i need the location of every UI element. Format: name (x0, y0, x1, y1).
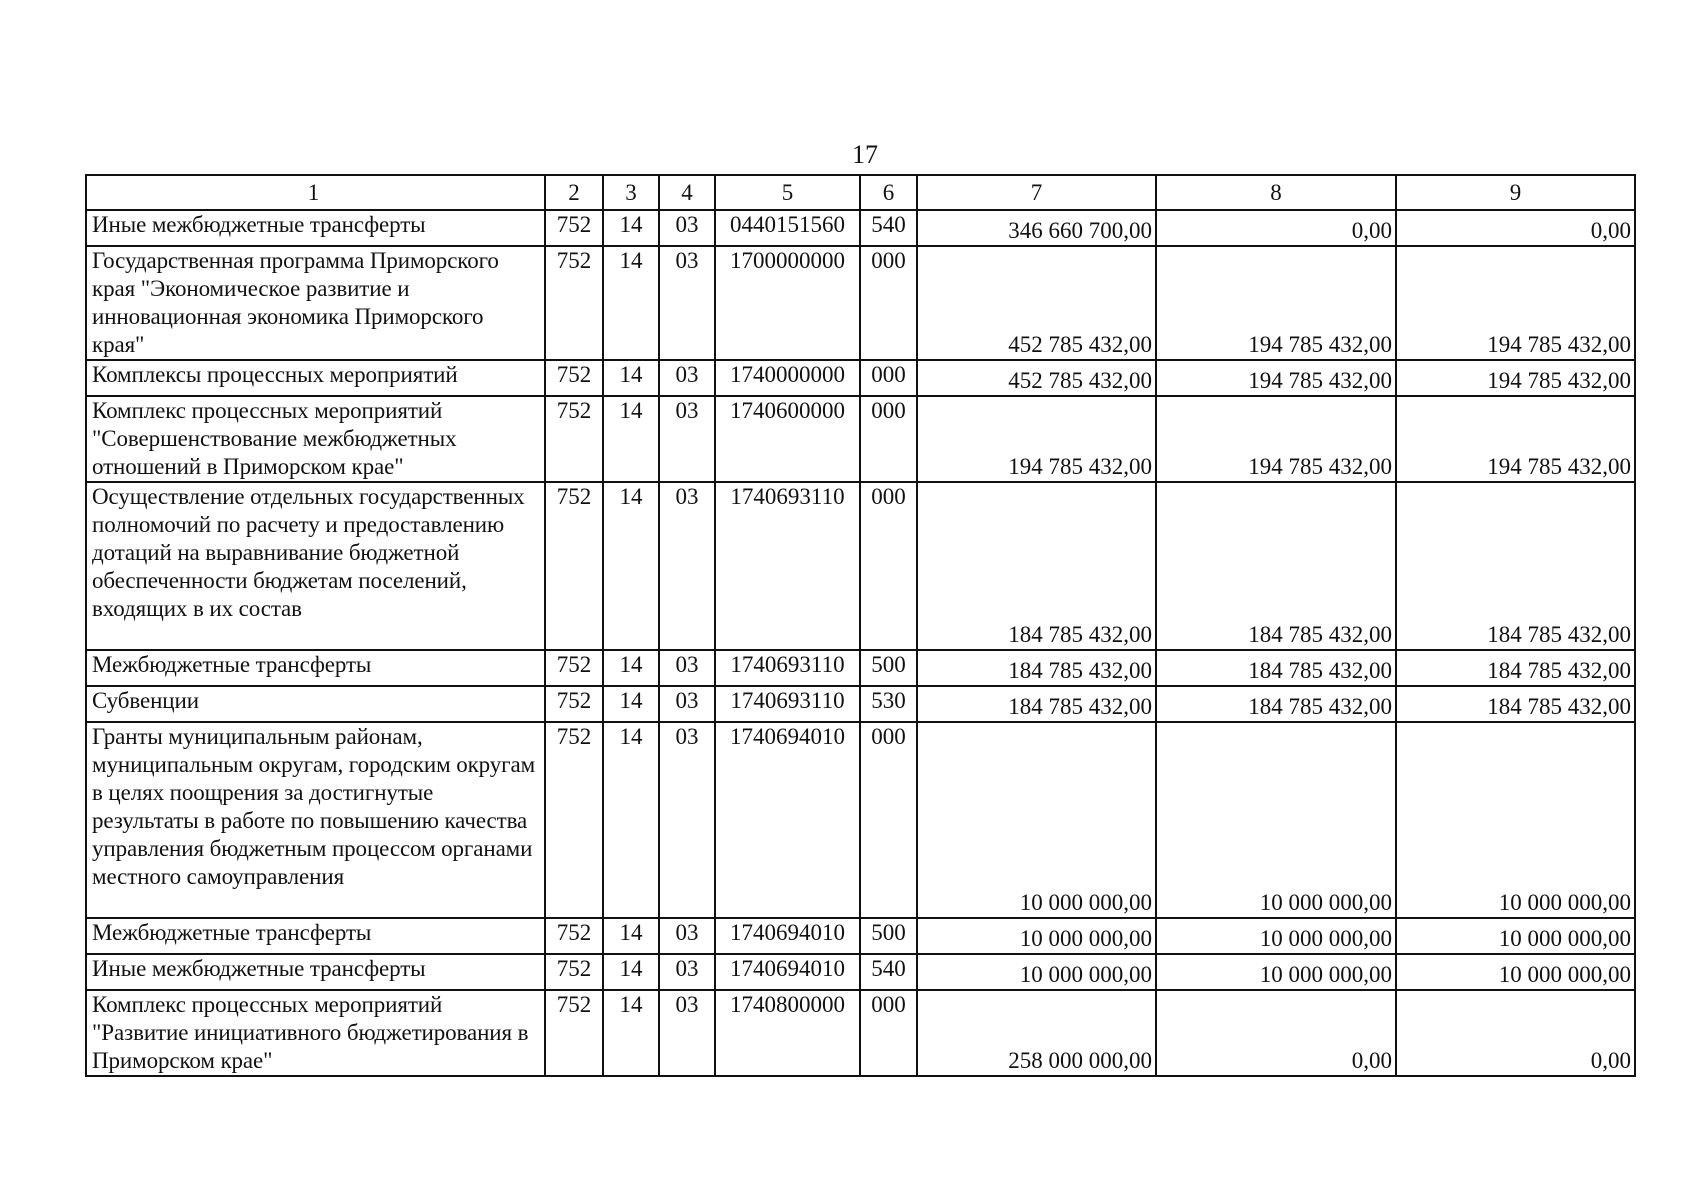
code-cell: 03 (659, 396, 715, 482)
code-cell: 752 (545, 210, 603, 246)
header-row (86, 175, 1635, 210)
code-cell: 03 (659, 954, 715, 990)
code-cell: 03 (659, 918, 715, 954)
code-cell: 03 (659, 990, 715, 1076)
amount-cell: 194 785 432,00 (917, 396, 1156, 482)
code-cell: 1740694010 (715, 954, 860, 990)
table-row (86, 246, 1635, 360)
code-cell: 752 (545, 246, 603, 360)
code-cell: 752 (545, 396, 603, 482)
code-cell: 752 (545, 650, 603, 686)
amount-cell: 194 785 432,00 (1156, 396, 1396, 482)
code-cell: 752 (545, 360, 603, 396)
amount-cell: 346 660 700,00 (917, 210, 1156, 246)
amount-cell: 194 785 432,00 (1396, 246, 1635, 360)
code-cell: 1740694010 (715, 722, 860, 918)
column-header: 2 (545, 175, 603, 210)
amount-cell: 194 785 432,00 (1156, 246, 1396, 360)
table-row (86, 396, 1635, 482)
amount-cell: 10 000 000,00 (917, 954, 1156, 990)
table-row (86, 954, 1635, 990)
code-cell: 000 (860, 246, 917, 360)
code-cell: 000 (860, 722, 917, 918)
amount-cell: 10 000 000,00 (1156, 954, 1396, 990)
code-cell: 1740694010 (715, 918, 860, 954)
code-cell: 14 (603, 396, 659, 482)
page-number: 17 (852, 140, 878, 169)
code-cell: 14 (603, 482, 659, 650)
row-name-cell: Субвенции (86, 686, 545, 722)
table-row (86, 360, 1635, 396)
column-header: 1 (86, 175, 545, 210)
table-row (86, 990, 1635, 1076)
code-cell: 03 (659, 482, 715, 650)
column-header: 3 (603, 175, 659, 210)
code-cell: 14 (603, 722, 659, 918)
amount-cell: 194 785 432,00 (1396, 396, 1635, 482)
code-cell: 752 (545, 722, 603, 918)
code-cell: 752 (545, 686, 603, 722)
code-cell: 14 (603, 360, 659, 396)
row-name-cell: Комплекс процессных мероприятий "Совершенствование межбюджетных отношений в Приморском крае" (86, 396, 545, 482)
amount-cell: 10 000 000,00 (1156, 918, 1396, 954)
amount-cell: 184 785 432,00 (1396, 650, 1635, 686)
column-header: 7 (917, 175, 1156, 210)
column-header: 9 (1396, 175, 1635, 210)
code-cell: 1740693110 (715, 482, 860, 650)
table-row (86, 210, 1635, 246)
amount-cell: 10 000 000,00 (917, 722, 1156, 918)
code-cell: 03 (659, 722, 715, 918)
amount-cell: 184 785 432,00 (1396, 482, 1635, 650)
column-header: 6 (860, 175, 917, 210)
amount-cell: 194 785 432,00 (1156, 360, 1396, 396)
amount-cell: 10 000 000,00 (1396, 954, 1635, 990)
column-header: 8 (1156, 175, 1396, 210)
code-cell: 14 (603, 686, 659, 722)
table-row (86, 722, 1635, 918)
amount-cell: 184 785 432,00 (1396, 686, 1635, 722)
code-cell: 0440151560 (715, 210, 860, 246)
code-cell: 14 (603, 954, 659, 990)
row-name-cell: Иные межбюджетные трансферты (86, 954, 545, 990)
amount-cell: 184 785 432,00 (1156, 482, 1396, 650)
amount-cell: 184 785 432,00 (1156, 650, 1396, 686)
code-cell: 1740800000 (715, 990, 860, 1076)
table-row (86, 482, 1635, 650)
code-cell: 000 (860, 360, 917, 396)
code-cell: 1700000000 (715, 246, 860, 360)
code-cell: 03 (659, 650, 715, 686)
column-header: 5 (715, 175, 860, 210)
code-cell: 530 (860, 686, 917, 722)
code-cell: 540 (860, 954, 917, 990)
amount-cell: 0,00 (1396, 210, 1635, 246)
amount-cell: 452 785 432,00 (917, 360, 1156, 396)
amount-cell: 10 000 000,00 (1156, 722, 1396, 918)
row-name-cell: Комплекс процессных мероприятий "Развитие инициативного бюджетирования в Приморском крае" (86, 990, 545, 1076)
row-name-cell: Комплексы процессных мероприятий (86, 360, 545, 396)
code-cell: 14 (603, 990, 659, 1076)
amount-cell: 184 785 432,00 (1156, 686, 1396, 722)
row-name-cell: Осуществление отдельных государственных полномочий по расчету и предоставлению дотаций на выравнивание бюджетной обеспеченности бюджетам поселений, входящих в их состав (86, 482, 545, 650)
amount-cell: 258 000 000,00 (917, 990, 1156, 1076)
code-cell: 1740000000 (715, 360, 860, 396)
code-cell: 03 (659, 246, 715, 360)
row-name-cell: Иные межбюджетные трансферты (86, 210, 545, 246)
code-cell: 03 (659, 210, 715, 246)
column-header: 4 (659, 175, 715, 210)
amount-cell: 0,00 (1396, 990, 1635, 1076)
amount-cell: 452 785 432,00 (917, 246, 1156, 360)
code-cell: 03 (659, 360, 715, 396)
code-cell: 500 (860, 918, 917, 954)
code-cell: 1740693110 (715, 650, 860, 686)
code-cell: 14 (603, 246, 659, 360)
code-cell: 540 (860, 210, 917, 246)
amount-cell: 184 785 432,00 (917, 650, 1156, 686)
code-cell: 1740693110 (715, 686, 860, 722)
code-cell: 500 (860, 650, 917, 686)
table-row (86, 650, 1635, 686)
amount-cell: 10 000 000,00 (1396, 918, 1635, 954)
amount-cell: 194 785 432,00 (1396, 360, 1635, 396)
amount-cell: 0,00 (1156, 210, 1396, 246)
amount-cell: 10 000 000,00 (1396, 722, 1635, 918)
code-cell: 1740600000 (715, 396, 860, 482)
row-name-cell: Государственная программа Приморского края "Экономическое развитие и инновационная экономика Приморского края" (86, 246, 545, 360)
code-cell: 752 (545, 918, 603, 954)
amount-cell: 0,00 (1156, 990, 1396, 1076)
code-cell: 000 (860, 990, 917, 1076)
budget-table (85, 174, 1636, 1077)
code-cell: 000 (860, 482, 917, 650)
code-cell: 14 (603, 918, 659, 954)
amount-cell: 184 785 432,00 (917, 686, 1156, 722)
row-name-cell: Межбюджетные трансферты (86, 650, 545, 686)
amount-cell: 10 000 000,00 (917, 918, 1156, 954)
row-name-cell: Гранты муниципальным районам, муниципальным округам, городским округам в целях поощрения за достигнутые результаты в работе по повышению качества управления бюджетным процессом органами местного самоуправления (86, 722, 545, 918)
code-cell: 03 (659, 686, 715, 722)
table-row (86, 686, 1635, 722)
code-cell: 14 (603, 210, 659, 246)
code-cell: 752 (545, 954, 603, 990)
code-cell: 14 (603, 650, 659, 686)
code-cell: 752 (545, 990, 603, 1076)
code-cell: 000 (860, 396, 917, 482)
table-row (86, 918, 1635, 954)
row-name-cell: Межбюджетные трансферты (86, 918, 545, 954)
code-cell: 752 (545, 482, 603, 650)
amount-cell: 184 785 432,00 (917, 482, 1156, 650)
